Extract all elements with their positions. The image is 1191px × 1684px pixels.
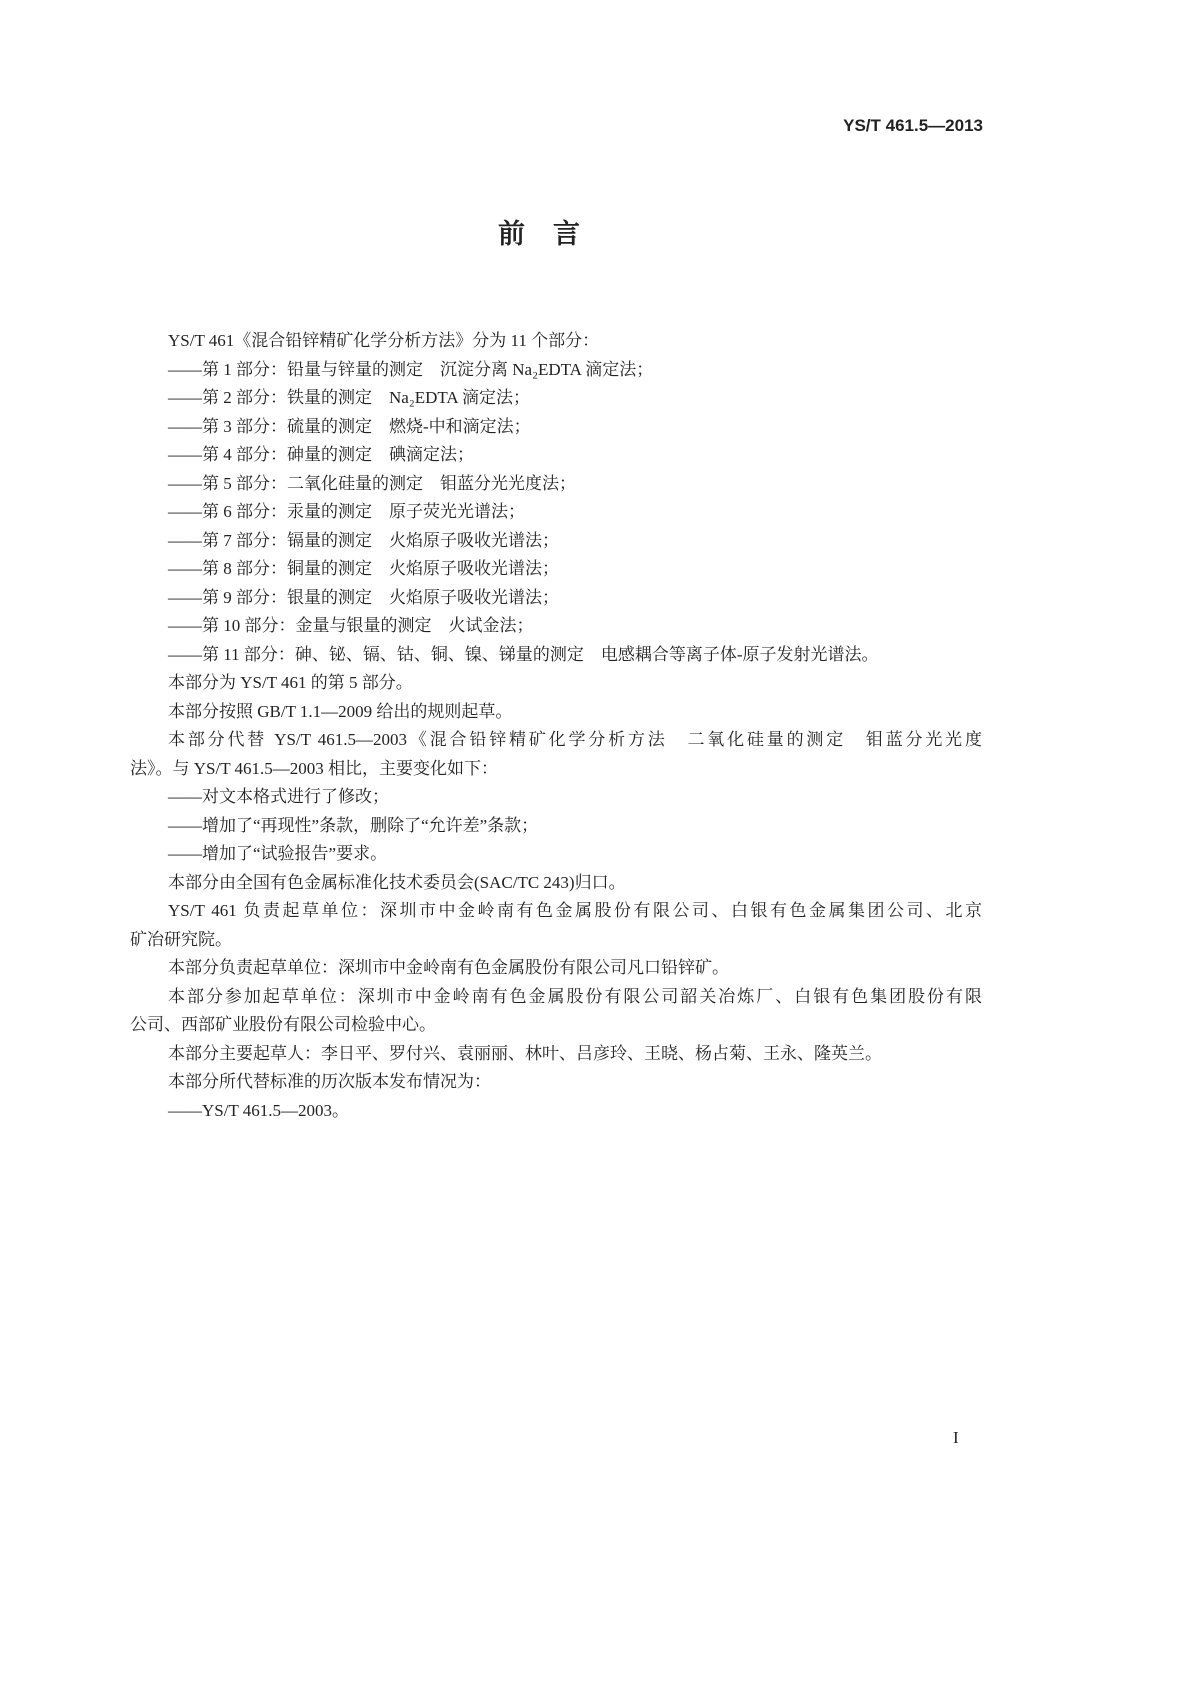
main-drafters: 本部分主要起草人：李日平、罗付兴、袁丽丽、林叶、吕彦玲、王晓、杨占菊、王永、隆英兰。 (168, 1043, 882, 1063)
part-item: ——第 3 部分：硫量的测定 燃烧-中和滴定法； (168, 416, 531, 436)
change-item: ——增加了“试验报告”要求。 (168, 844, 388, 863)
history-intro: 本部分所代替标准的历次版本发布情况为： (168, 1072, 491, 1091)
part-item: ——第 2 部分：铁量的测定 Na₂EDTA 滴定法； (168, 388, 531, 407)
history-item: ——YS/T 461.5—2003。 (168, 1100, 350, 1120)
page-number: I (953, 1428, 959, 1447)
part-item: ——第 1 部分：铅量与锌量的测定 沉淀分离 Na₂EDTA 滴定法； (168, 359, 654, 379)
series-drafters-line-2: 矿冶研究院。 (130, 929, 232, 949)
part-item: ——第 11 部分：砷、铋、镉、钴、铜、镍、锑量的测定 电感耦合等离子体-原子发射光谱法。 (168, 644, 879, 664)
committee-statement: 本部分由全国有色金属标准化技术委员会(SAC/TC 243)归口。 (168, 872, 626, 892)
part-item: ——第 6 部分：汞量的测定 原子荧光光谱法； (168, 502, 525, 521)
part-item: ——第 4 部分：砷量的测定 碘滴定法； (168, 445, 474, 464)
part-item: ——第 5 部分：二氧化硅量的测定 钼蓝分光光度法； (168, 473, 576, 493)
change-item: ——增加了“再现性”条款，删除了“允许差”条款； (168, 815, 539, 835)
drafting-rules: 本部分按照 GB/T 1.1—2009 给出的规则起草。 (168, 701, 513, 721)
foreword-body (130, 327, 982, 1125)
part-item: ——第 8 部分：铜量的测定 火焰原子吸收光谱法； (168, 559, 559, 578)
standard-number-header: YS/T 461.5—2013 (843, 116, 983, 135)
part-statement: 本部分为 YS/T 461 的第 5 部分。 (168, 673, 413, 692)
participating-drafters-line-1: 本部分参加起草单位：深圳市中金岭南有色金属股份有限公司韶关冶炼厂、白银有色集团股份有限 (168, 986, 982, 1006)
series-drafters-line-1: YS/T 461 负责起草单位：深圳市中金岭南有色金属股份有限公司、白银有色金属集团公司、北京 (168, 901, 982, 920)
replaces-line-1: 本部分代替 YS/T 461.5—2003《混合铅锌精矿化学分析方法 二氧化硅量的测定 钼蓝分光光度 (168, 730, 982, 749)
part-item: ——第 7 部分：镉量的测定 火焰原子吸收光谱法； (168, 530, 559, 550)
participating-drafters-line-2: 公司、西部矿业股份有限公司检验中心。 (130, 1015, 436, 1034)
responsible-drafter: 本部分负责起草单位：深圳市中金岭南有色金属股份有限公司凡口铅锌矿。 (168, 958, 729, 977)
intro-paragraph: YS/T 461《混合铅锌精矿化学分析方法》分为 11 个部分： (168, 331, 600, 350)
page-title: 前言 (498, 219, 608, 250)
change-item: ——对文本格式进行了修改； (168, 787, 389, 806)
part-item: ——第 9 部分：银量的测定 火焰原子吸收光谱法； (168, 587, 559, 607)
replaces-line-2: 法》。与 YS/T 461.5—2003 相比，主要变化如下： (130, 758, 499, 778)
part-item: ——第 10 部分：金量与银量的测定 火试金法； (168, 616, 534, 635)
